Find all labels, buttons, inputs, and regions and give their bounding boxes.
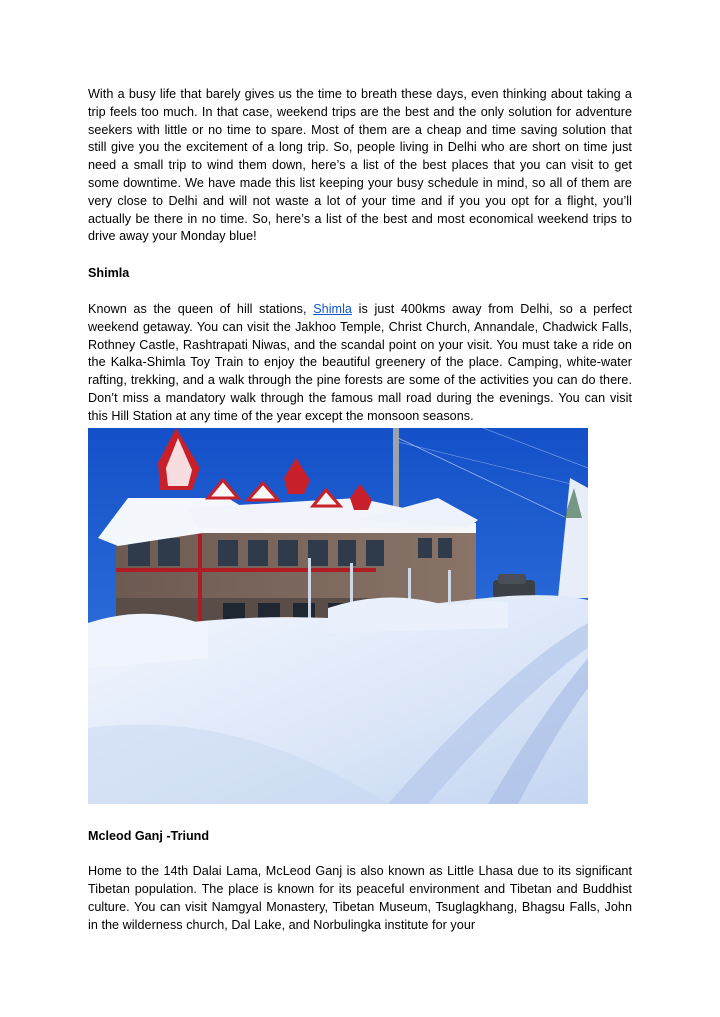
shimla-snow-hotel-photo (88, 428, 588, 804)
document-content (88, 86, 632, 935)
shimla-paragraph (88, 301, 632, 426)
intro-paragraph: With a busy life that barely gives us the time to breath these days, even thinking about taking a trip feels too much. In that case, weekend trips are the best and the only solution for adventure seekers with little or no time to spare. Most of them are a cheap and time saving solution that still give you the excitement of a long trip. So, people living in Delhi who are short on time just need a small trip to wind them down, here’s a list of the best places that you can visit to get some downtime. We have made this list keeping your busy schedule in mind, so all of them are very close to Delhi and will not waste a lot of your time and if you you opt for a flight, you’ll actually be there in no time. So, here’s a list of the best and most economical weekend trips to drive away your Monday blue! (88, 87, 632, 244)
mcleod-heading: Mcleod Ganj -Triund (88, 828, 210, 843)
mcleod-paragraph: Home to the 14th Dalai Lama, McLeod Ganj is also known as Little Lhasa due to its significant Tibetan population. The place is known for its peaceful environment and Tibetan and Buddhist culture. You can visit Namgyal Monastery, Tibetan Museum, Tsuglagkhang, Bhagsu Falls, John in the wilderness church, Dal Lake, and Norbulingka institute for your (88, 864, 632, 932)
shimla-text-before: Known as the queen of hill stations, (88, 301, 314, 316)
shimla-link[interactable]: Shimla (313, 301, 352, 316)
shimla-text-after: is just 400kms away from Delhi, so a perfect weekend getaway. You can visit the Jakhoo Temple, Christ Church, Annandale, Chadwick Falls, Rothney Castle, Rashtrapati Niwas, and the scandal point on your visit. You must take a ride on the Kalka-Shimla Toy Train to enjoy the beautiful greenery of the place. Camping, white-water rafting, trekking, and a walk through the pine forests are some of the activities you can do there. Don’t miss a mandatory walk through the famous mall road during the evenings. You can visit this Hill Station at any time of the year except the monsoon seasons. (88, 301, 633, 423)
shimla-heading: Shimla (88, 266, 130, 281)
